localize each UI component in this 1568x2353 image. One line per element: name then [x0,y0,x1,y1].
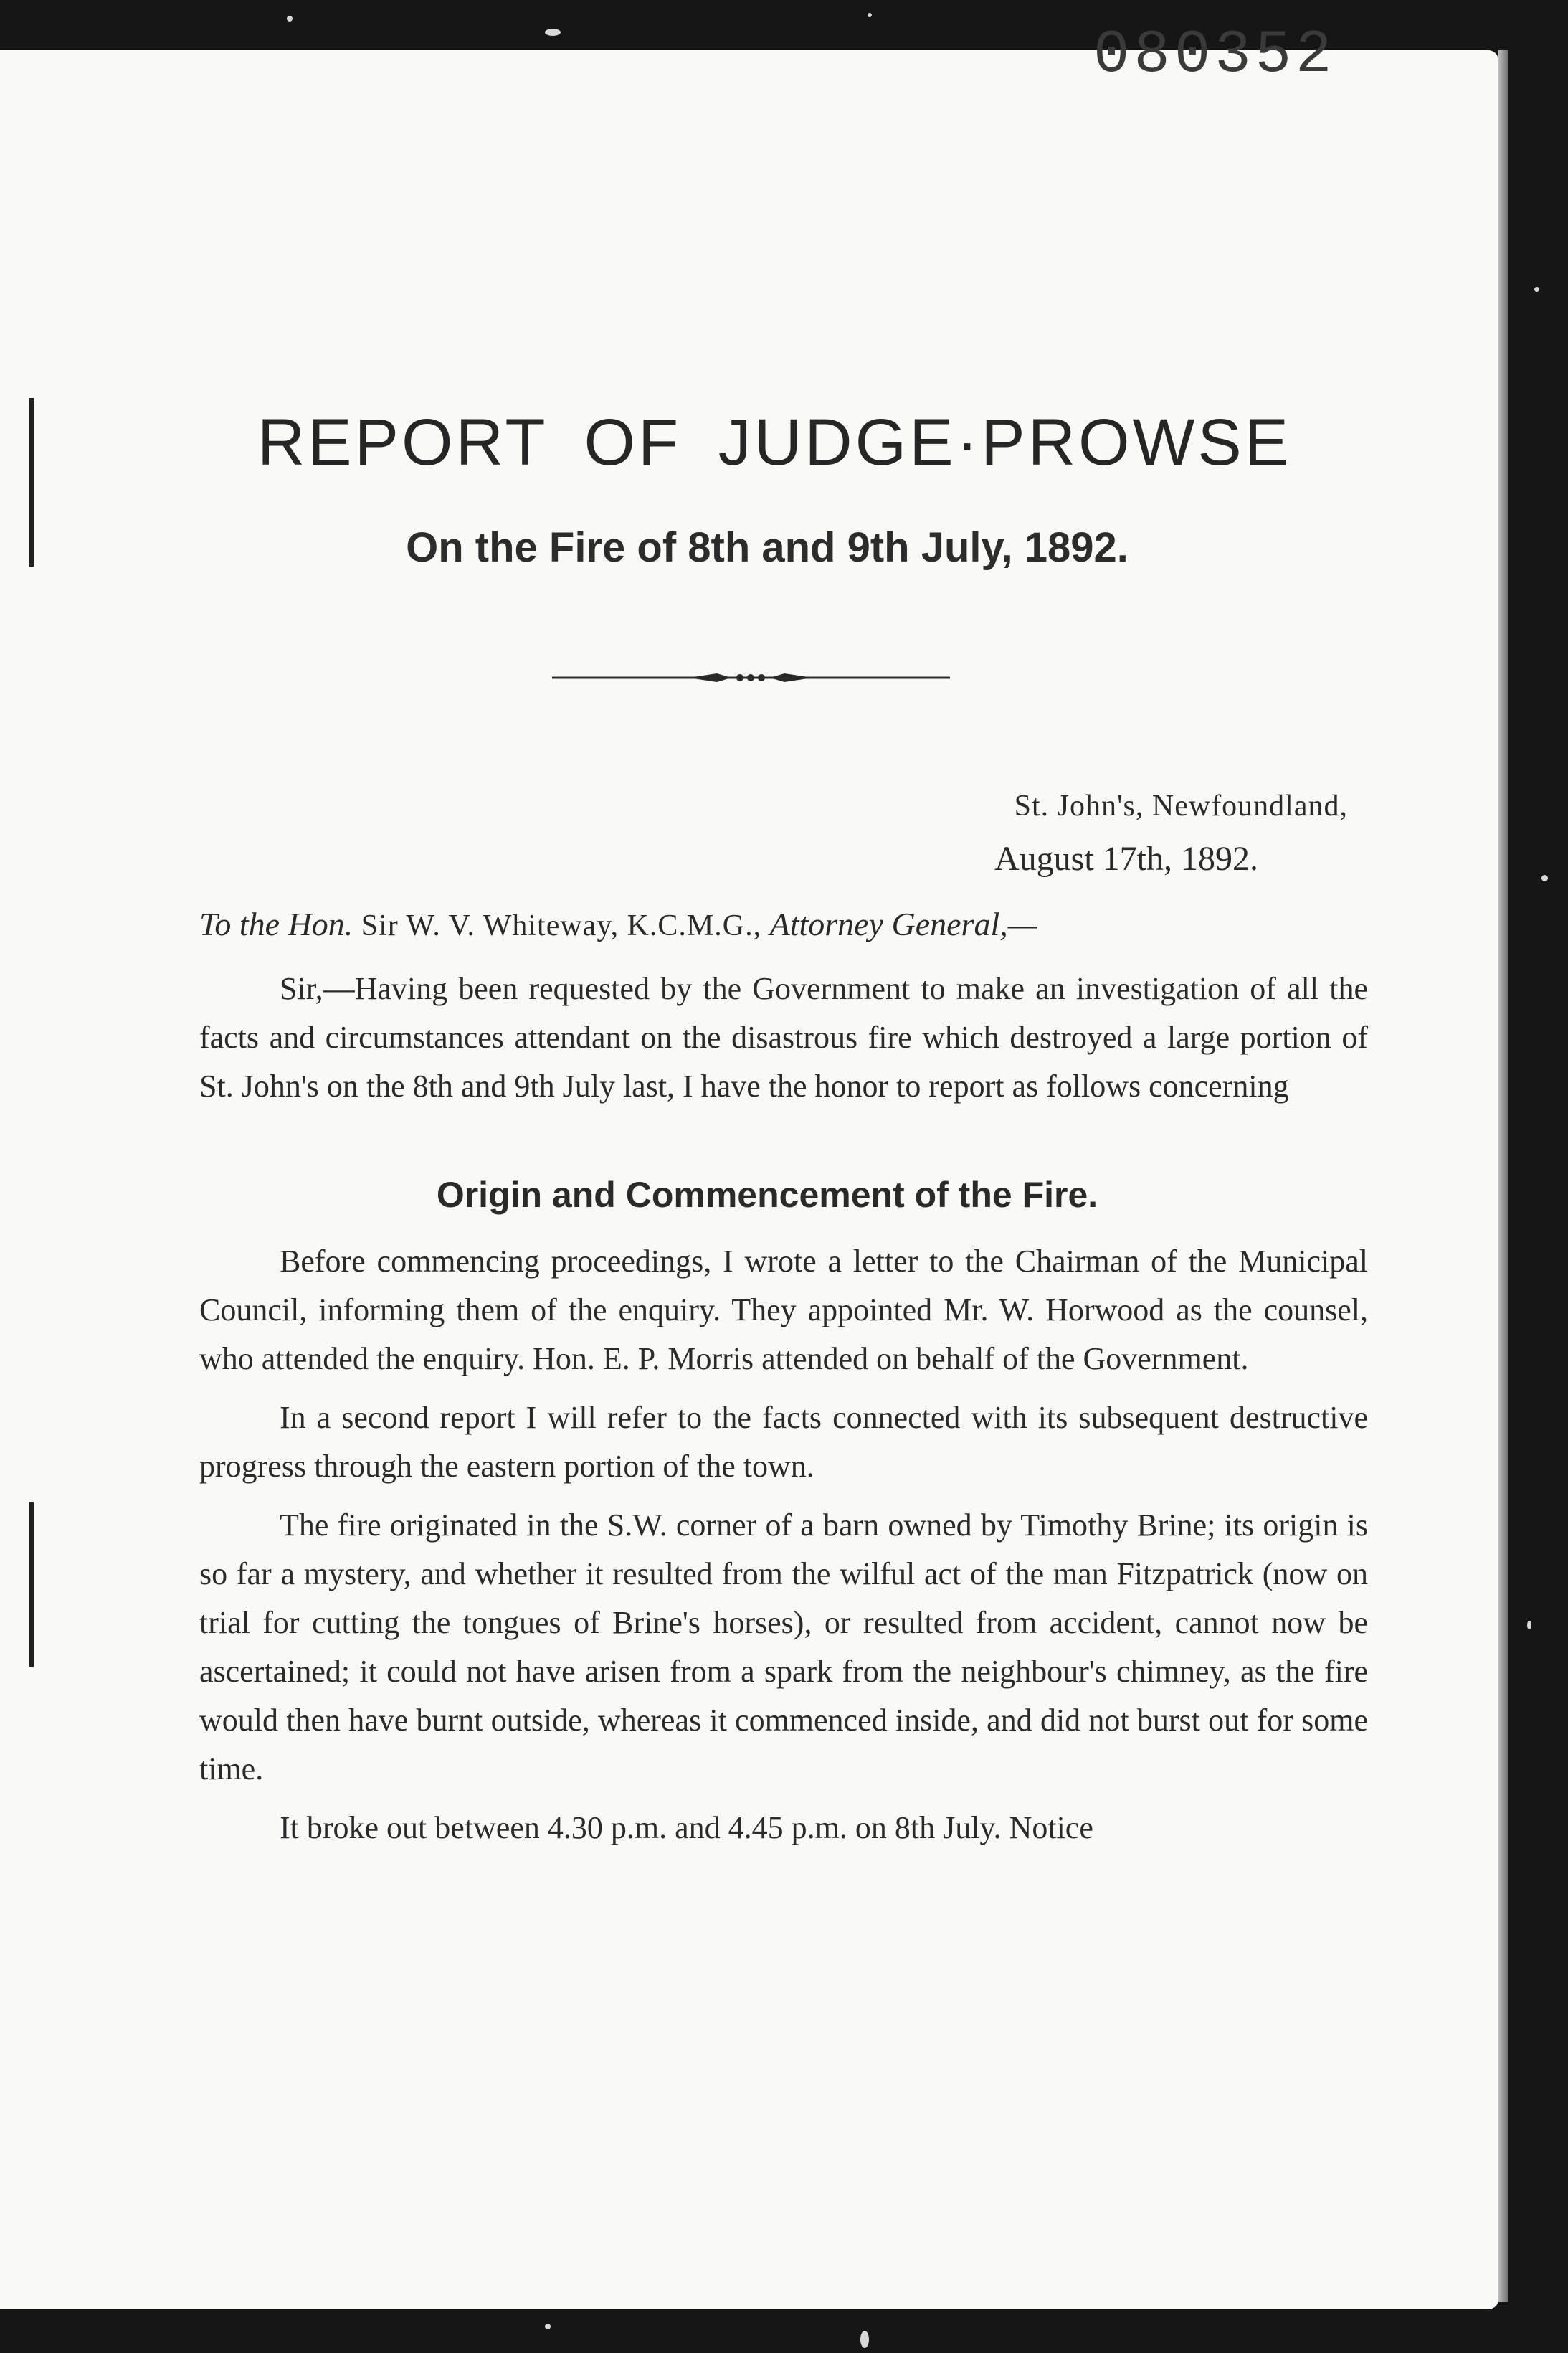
scan-speck [868,13,872,17]
scan-speck [1534,287,1539,292]
report-subtitle: On the Fire of 8th and 9th July, 1892. [406,524,1129,571]
scan-speck [545,2324,551,2329]
opening-paragraph-block [199,965,1368,1111]
scan-speck [1541,875,1548,881]
scan-speck [287,16,293,22]
scan-speck [860,2331,869,2348]
letter-addressee [199,905,1375,943]
ornament-divider [552,667,950,688]
accession-number: 080352 [1093,22,1336,90]
scan-speck [545,29,561,36]
addressee-name: Sir W. V. Whiteway, K.C.M.G., [361,909,762,942]
section-heading: Origin and Commencement of the Fire. [436,1175,1098,1215]
scan-speck [1527,1621,1531,1629]
margin-mark [29,1502,34,1667]
opening-paragraph: Sir,—Having been requested by the Government to make an investigation of all the facts and circumstances attendant on the disastrous fire which destroyed a large portion of St. John's on the 8th and 9th July last, I have the honor to report as follows concerning [199,971,1368,1104]
letter-date: August 17th, 1892. [994,840,1258,878]
body-paragraph: The fire originated in the S.W. corner of a barn owned by Timothy Brine; its origin is so far a mystery, and whether it resulted from the wilful act of the man Fitzpatrick (now on trial for cutting the tongues of Brine's horses), or resulted from accident, cannot now be ascertained; it could not have arisen from a spark from the neighbour's chimney, as the fire would then have burnt outside, whereas it commenced inside, and did not burst out for some time. [199,1507,1368,1786]
body-paragraph: In a second report I will refer to the facts connected with its subsequent destructive progress through the eastern portion of the town. [199,1400,1368,1484]
section-body [199,1237,1368,1852]
addressee-title: Attorney General,— [769,906,1037,942]
addressee-prefix: To the Hon. [199,906,353,942]
letter-place: St. John's, Newfoundland, [1014,790,1348,823]
report-title: REPORT OF JUDGE·PROWSE [257,406,1292,479]
body-paragraph: Before commencing proceedings, I wrote a letter to the Chairman of the Municipal Council, informing them of the enquiry. They appointed Mr. W. Horwood as the counsel, who attended the enquiry. Hon. E. P. Morris attended on behalf of the Government. [199,1244,1368,1376]
body-paragraph: It broke out between 4.30 p.m. and 4.45 p.m. on 8th July. Notice [280,1810,1093,1845]
